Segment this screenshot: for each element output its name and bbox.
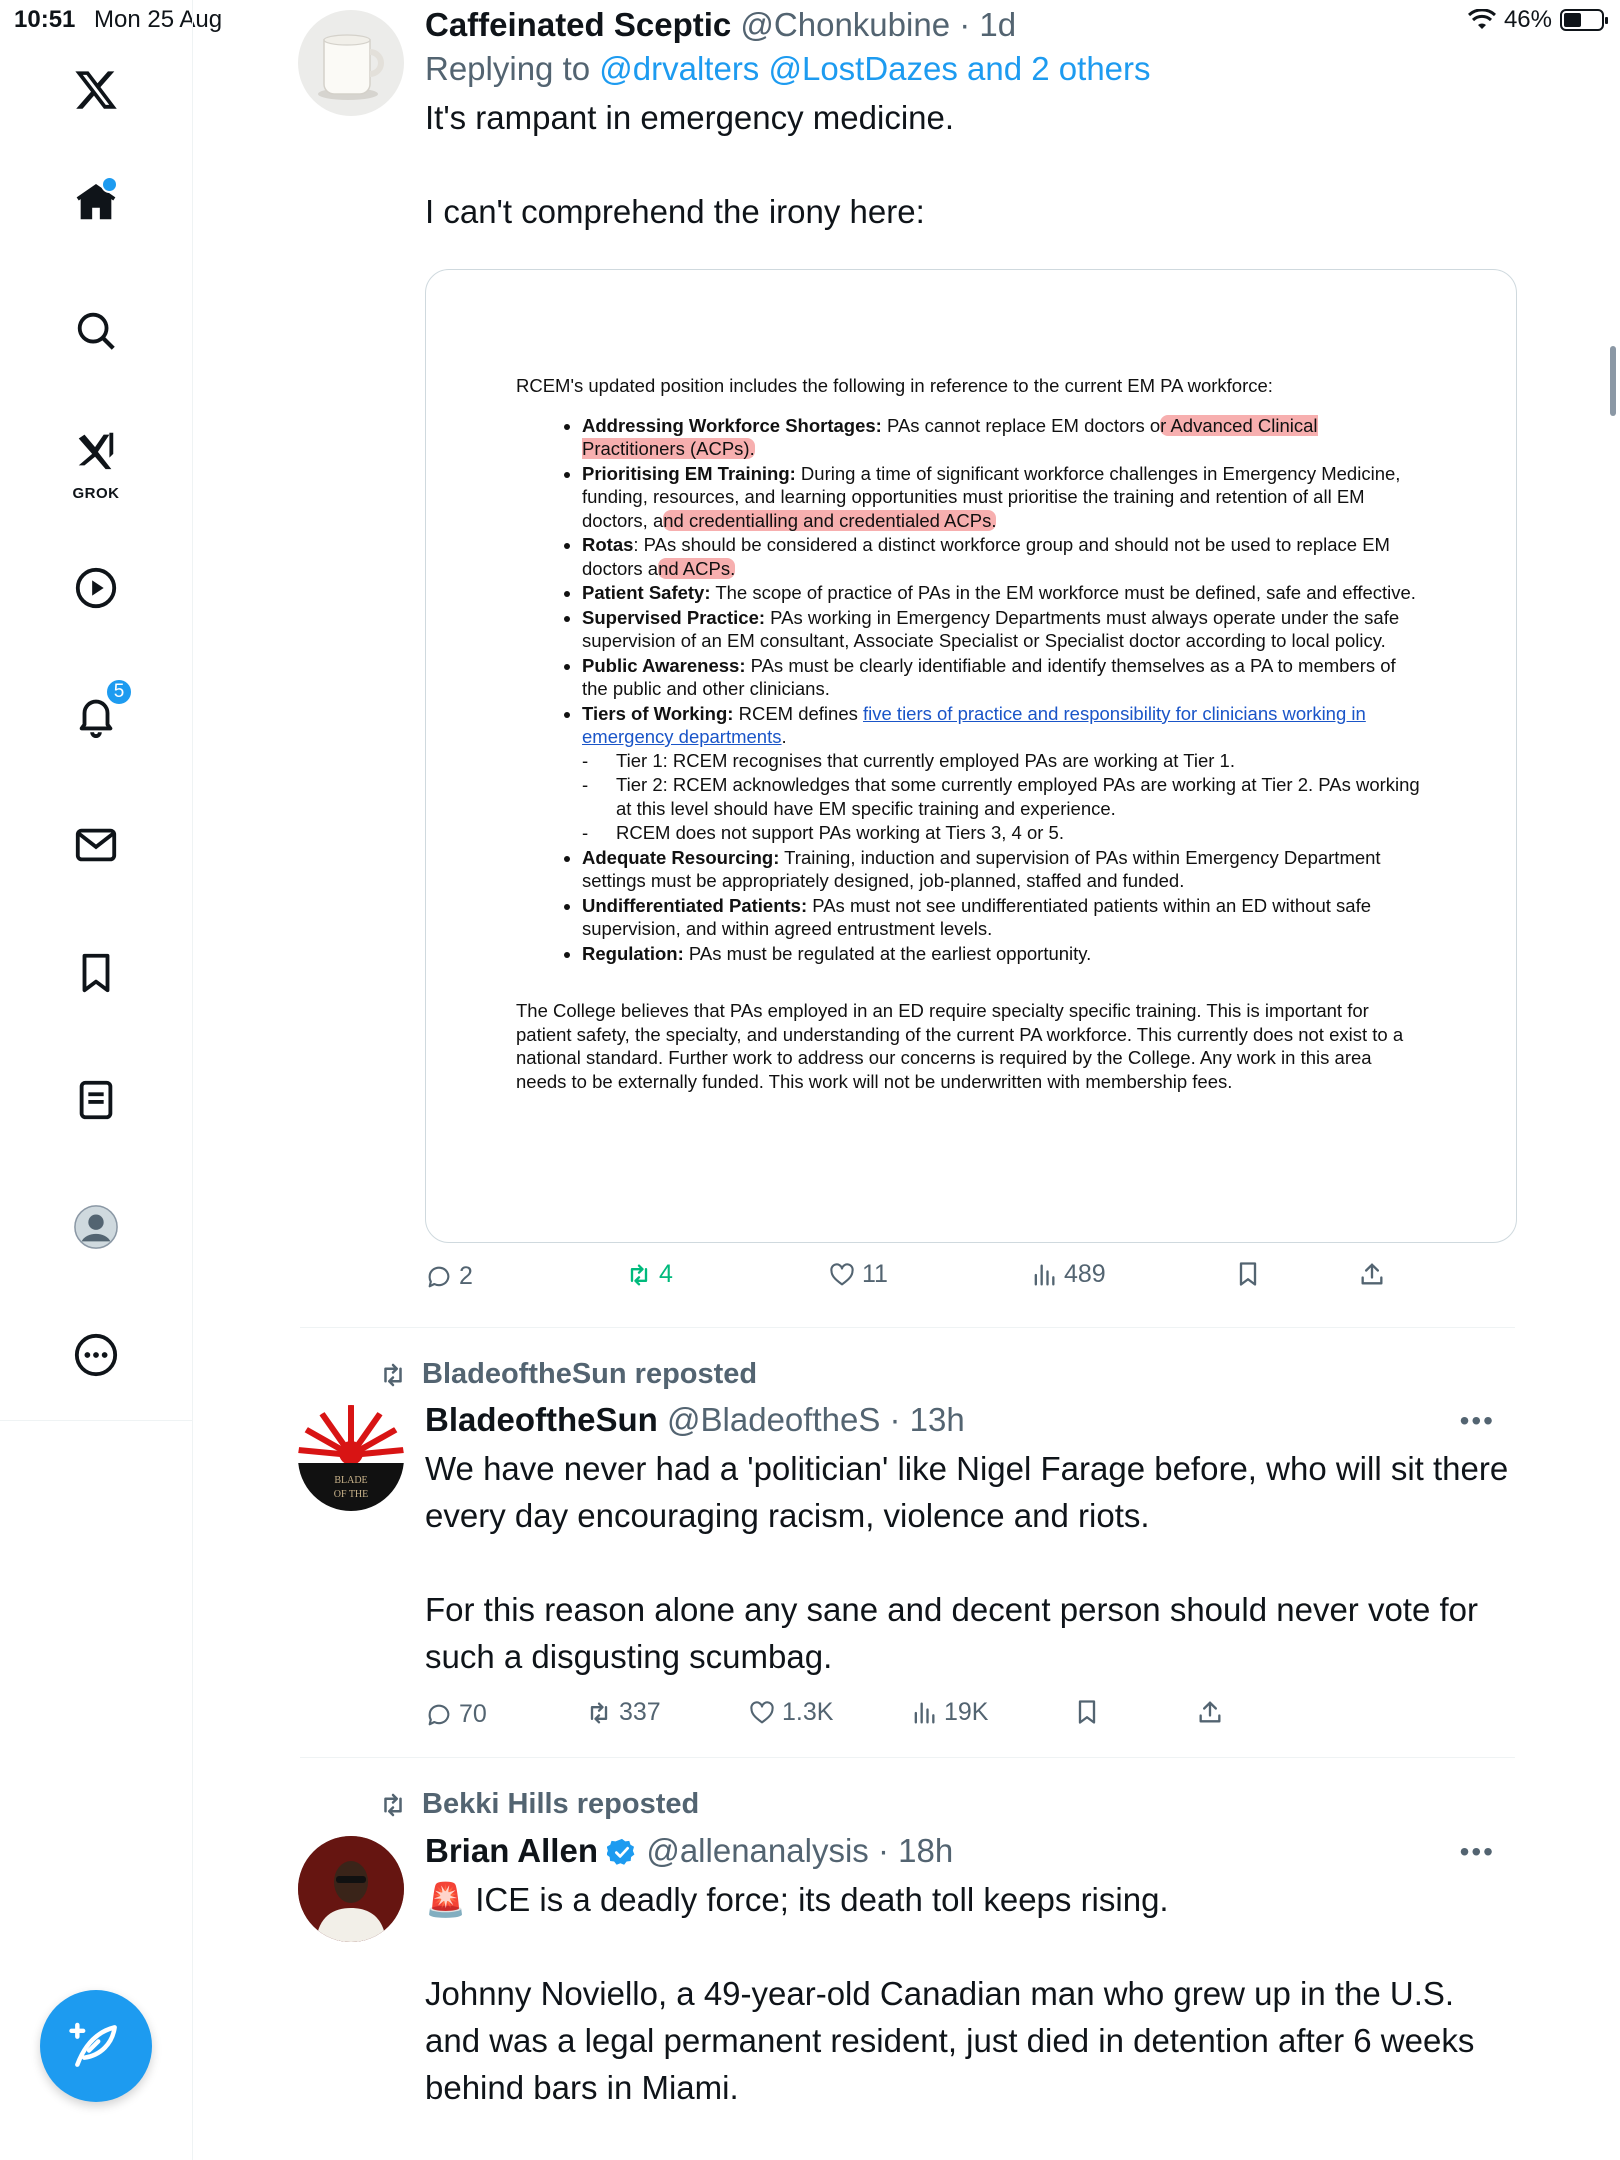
reply-count: 2 <box>459 1262 473 1290</box>
repost-icon <box>378 1790 408 1820</box>
repost-indicator[interactable] <box>378 1788 699 1821</box>
x-logo-icon[interactable] <box>61 55 131 125</box>
scrollbar[interactable] <box>1610 346 1616 416</box>
replying-to-link[interactable]: @drvalters @LostDazes and 2 others <box>599 50 1151 87</box>
status-date: Mon 25 Aug <box>94 6 223 33</box>
doc-item-text: PAs working in Emergency Departments must always operate under the safe supervision of an EM consultant, Associate Specialist or Specialist doctor according to local policy. <box>582 606 1400 651</box>
author-name[interactable]: Brian Allen <box>425 1832 598 1869</box>
author-name[interactable]: Caffeinated Sceptic <box>425 6 732 43</box>
heart-icon <box>828 1261 856 1289</box>
doc-item-highlight: nd ACPs. <box>658 557 736 579</box>
doc-intro: RCEM's updated position includes the following in reference to the current EM PA workforce: <box>516 375 1273 396</box>
doc-item-text: PAs must be regulated at the earliest opportunity. <box>683 942 1092 964</box>
like-count: 11 <box>862 1260 888 1288</box>
notifications-badge: 5 <box>105 678 133 706</box>
doc-item-heading: Supervised Practice: <box>582 606 766 628</box>
reply-button[interactable] <box>425 1262 473 1291</box>
doc-item <box>582 414 1421 461</box>
doc-tiers-link: five tiers of practice and responsibility for clinicians working in emergency departments <box>582 702 1366 747</box>
search-icon[interactable] <box>61 296 131 366</box>
grok-label: GROK <box>72 485 120 502</box>
reply-button[interactable] <box>425 1700 487 1729</box>
doc-item <box>582 581 1421 605</box>
tweet-media-document[interactable] <box>425 269 1517 1243</box>
doc-item-text: The scope of practice of PAs in the EM workforce must be defined, safe and effective. <box>710 582 1416 603</box>
author-handle[interactable]: @allenanalysis <box>646 1832 869 1869</box>
doc-item <box>582 942 1421 966</box>
doc-item-tiers <box>582 702 1421 845</box>
tweet-header <box>425 6 1515 44</box>
like-count: 1.3K <box>782 1698 834 1726</box>
reply-count: 70 <box>459 1700 487 1728</box>
doc-item-text: . <box>781 726 787 747</box>
document-content <box>516 374 1421 1112</box>
avatar-text: OF THE <box>333 1489 369 1500</box>
share-button[interactable] <box>1358 1260 1386 1288</box>
doc-item-heading: Undifferentiated Patients: <box>582 894 808 916</box>
repost-indicator[interactable] <box>378 1358 757 1391</box>
home-icon[interactable] <box>61 167 131 237</box>
bookmark-icon <box>1073 1698 1101 1726</box>
tweet-time[interactable]: · 1d <box>959 6 1017 43</box>
tweet-time[interactable]: · 13h <box>889 1401 965 1438</box>
share-button[interactable] <box>1196 1698 1224 1726</box>
tweet-time[interactable]: · 18h <box>877 1832 954 1869</box>
bookmark-button[interactable] <box>1073 1698 1101 1726</box>
repost-icon <box>625 1261 653 1289</box>
doc-item-heading: Adequate Resourcing: <box>582 846 780 868</box>
like-button[interactable] <box>748 1698 833 1727</box>
bookmark-icon <box>1234 1260 1262 1288</box>
doc-closing: The College believes that PAs employed in an ED require specialty specific training. This is important for patient safety, the specialty, and understanding of the current PA workforce. This currently does not exist to a national standard. Further work to address our concerns is required by the College. Any work in this area needs to be externally funded. This work will not be underwritten with membership fees. <box>516 1000 1404 1092</box>
doc-item <box>582 462 1421 533</box>
reply-icon <box>425 1263 453 1291</box>
tweet-bladeofthesun[interactable] <box>300 1401 1515 1735</box>
messages-mail-icon[interactable] <box>61 810 131 880</box>
share-icon <box>1196 1698 1224 1726</box>
home-unread-dot <box>101 176 118 193</box>
verified-badge-icon <box>607 1837 637 1867</box>
profile-avatar-icon[interactable] <box>61 1192 131 1262</box>
video-play-icon[interactable] <box>61 553 131 623</box>
doc-item-text: During a time of significant workforce challenges in Emergency Medicine, funding, resources, and learning opportunities must prioritise the training and retention of all EM doctors, a <box>582 462 1401 531</box>
battery-percent: 46% <box>1503 6 1552 33</box>
doc-item-heading: Addressing Workforce Shortages: <box>582 414 882 436</box>
notifications-bell-icon[interactable] <box>61 680 131 750</box>
tweet-text: We have never had a 'politician' like Nigel Farage before, who will sit there every day encouraging racism, violence and riots. For this reason alone any sane and decent person should never vote for such a disgusting scumbag. <box>425 1450 1509 1675</box>
tweet-header <box>425 1401 1515 1439</box>
battery-icon <box>1560 9 1604 31</box>
doc-item-text: PAs cannot replace EM doctors o <box>881 414 1161 436</box>
doc-item-text: RCEM defines <box>733 702 863 724</box>
grok-icon[interactable] <box>61 420 131 500</box>
doc-item-heading: Regulation: <box>582 942 684 964</box>
doc-item <box>582 533 1421 580</box>
tweet-text: It's rampant in emergency medicine. I can't comprehend the irony here: <box>425 99 955 230</box>
doc-item-text: PAs must not see undifferentiated patients within an ED without safe supervision, and within agreed entrustment levels. <box>582 894 1371 939</box>
tweet-text: 🚨 ICE is a deadly force; its death toll keeps rising. Johnny Noviello, a 49-year-old Canadian man who grew up in the U.S. and was a legal permanent resident, just died in detention after 6 weeks behind bars in Miami. <box>425 1881 1475 2106</box>
views-button[interactable] <box>1030 1260 1106 1289</box>
repost-button[interactable] <box>585 1698 661 1727</box>
doc-item-text: PAs must be clearly identifiable and identify themselves as a PA to members of the public and other clinicians. <box>582 654 1396 699</box>
repost-icon <box>378 1360 408 1390</box>
doc-item <box>582 606 1421 653</box>
repost-button[interactable] <box>625 1260 673 1289</box>
sidebar-divider <box>0 1420 192 1421</box>
more-options-icon[interactable] <box>61 1320 131 1390</box>
replying-to <box>425 50 1515 88</box>
views-chart-icon <box>1030 1261 1058 1289</box>
repost-count: 337 <box>619 1698 661 1726</box>
avatar[interactable] <box>298 1405 404 1511</box>
more-options-button[interactable]: ••• <box>1459 1836 1495 1867</box>
compose-feather-icon <box>68 2018 124 2074</box>
author-name[interactable]: BladeoftheSun <box>425 1401 658 1438</box>
compose-post-button[interactable] <box>40 1990 152 2102</box>
replying-prefix: Replying to <box>425 50 600 87</box>
views-count: 19K <box>944 1698 989 1726</box>
avatar-text: BLADE <box>334 1475 368 1486</box>
reposted-by: Bekki Hills reposted <box>422 1788 700 1820</box>
doc-item <box>582 846 1421 893</box>
doc-item <box>582 654 1421 701</box>
doc-item-heading: Rotas <box>582 534 634 555</box>
doc-item-highlight: r Advanced Clinical Practitioners (ACPs). <box>582 414 1318 459</box>
doc-item-heading: Tiers of Working: <box>582 702 734 724</box>
repost-count: 4 <box>659 1260 673 1288</box>
doc-sub-list <box>582 749 1421 845</box>
reposted-by: BladeoftheSun reposted <box>422 1358 758 1390</box>
repost-icon <box>585 1699 613 1727</box>
doc-bullet-list <box>516 414 1421 966</box>
heart-icon <box>748 1699 776 1727</box>
doc-sub-item: - Tier 2: RCEM acknowledges that some currently employed PAs are working at Tier 2. PAs working at this level should have EM specific training and experience. <box>582 773 1421 820</box>
views-button[interactable] <box>910 1698 988 1727</box>
bookmarks-icon[interactable] <box>61 938 131 1008</box>
lists-icon[interactable] <box>61 1065 131 1135</box>
doc-sub-item: - RCEM does not support PAs working at Tiers 3, 4 or 5. <box>582 821 1421 845</box>
author-handle[interactable]: @BladeoftheS <box>667 1401 881 1438</box>
avatar[interactable] <box>298 1836 404 1942</box>
doc-item-heading: Public Awareness: <box>582 654 746 676</box>
doc-item-text: : PAs should be considered a distinct workforce group and should not be used to replace EM doctors a <box>582 534 1390 579</box>
reply-icon <box>425 1701 453 1729</box>
doc-item-text: Training, induction and supervision of PAs within Emergency Department settings must be appropriately designed, job-planned, staffed and funded. <box>582 846 1381 891</box>
doc-sub-item: - Tier 1: RCEM recognises that currently employed PAs are working at Tier 1. <box>582 749 1421 773</box>
status-time: 10:51 <box>14 6 76 33</box>
doc-item-heading: Prioritising EM Training: <box>582 462 796 484</box>
doc-item-heading: Patient Safety: <box>582 582 711 603</box>
more-options-button[interactable]: ••• <box>1459 1405 1495 1436</box>
views-count: 489 <box>1064 1260 1106 1288</box>
views-chart-icon <box>910 1699 938 1727</box>
bookmark-button[interactable] <box>1234 1260 1262 1288</box>
tweet-brian-allen[interactable] <box>300 1832 1515 2156</box>
doc-item-highlight: nd credentialling and credentialed ACPs. <box>663 509 997 531</box>
tweet-divider <box>300 1327 1515 1328</box>
share-icon <box>1358 1260 1386 1288</box>
like-button[interactable] <box>828 1260 888 1289</box>
tweet-header <box>425 1832 1515 1870</box>
sidebar <box>0 0 193 2160</box>
avatar[interactable] <box>298 10 404 116</box>
tweet-divider <box>300 1757 1515 1758</box>
doc-item <box>582 894 1421 941</box>
author-handle[interactable]: @Chonkubine <box>740 6 951 43</box>
